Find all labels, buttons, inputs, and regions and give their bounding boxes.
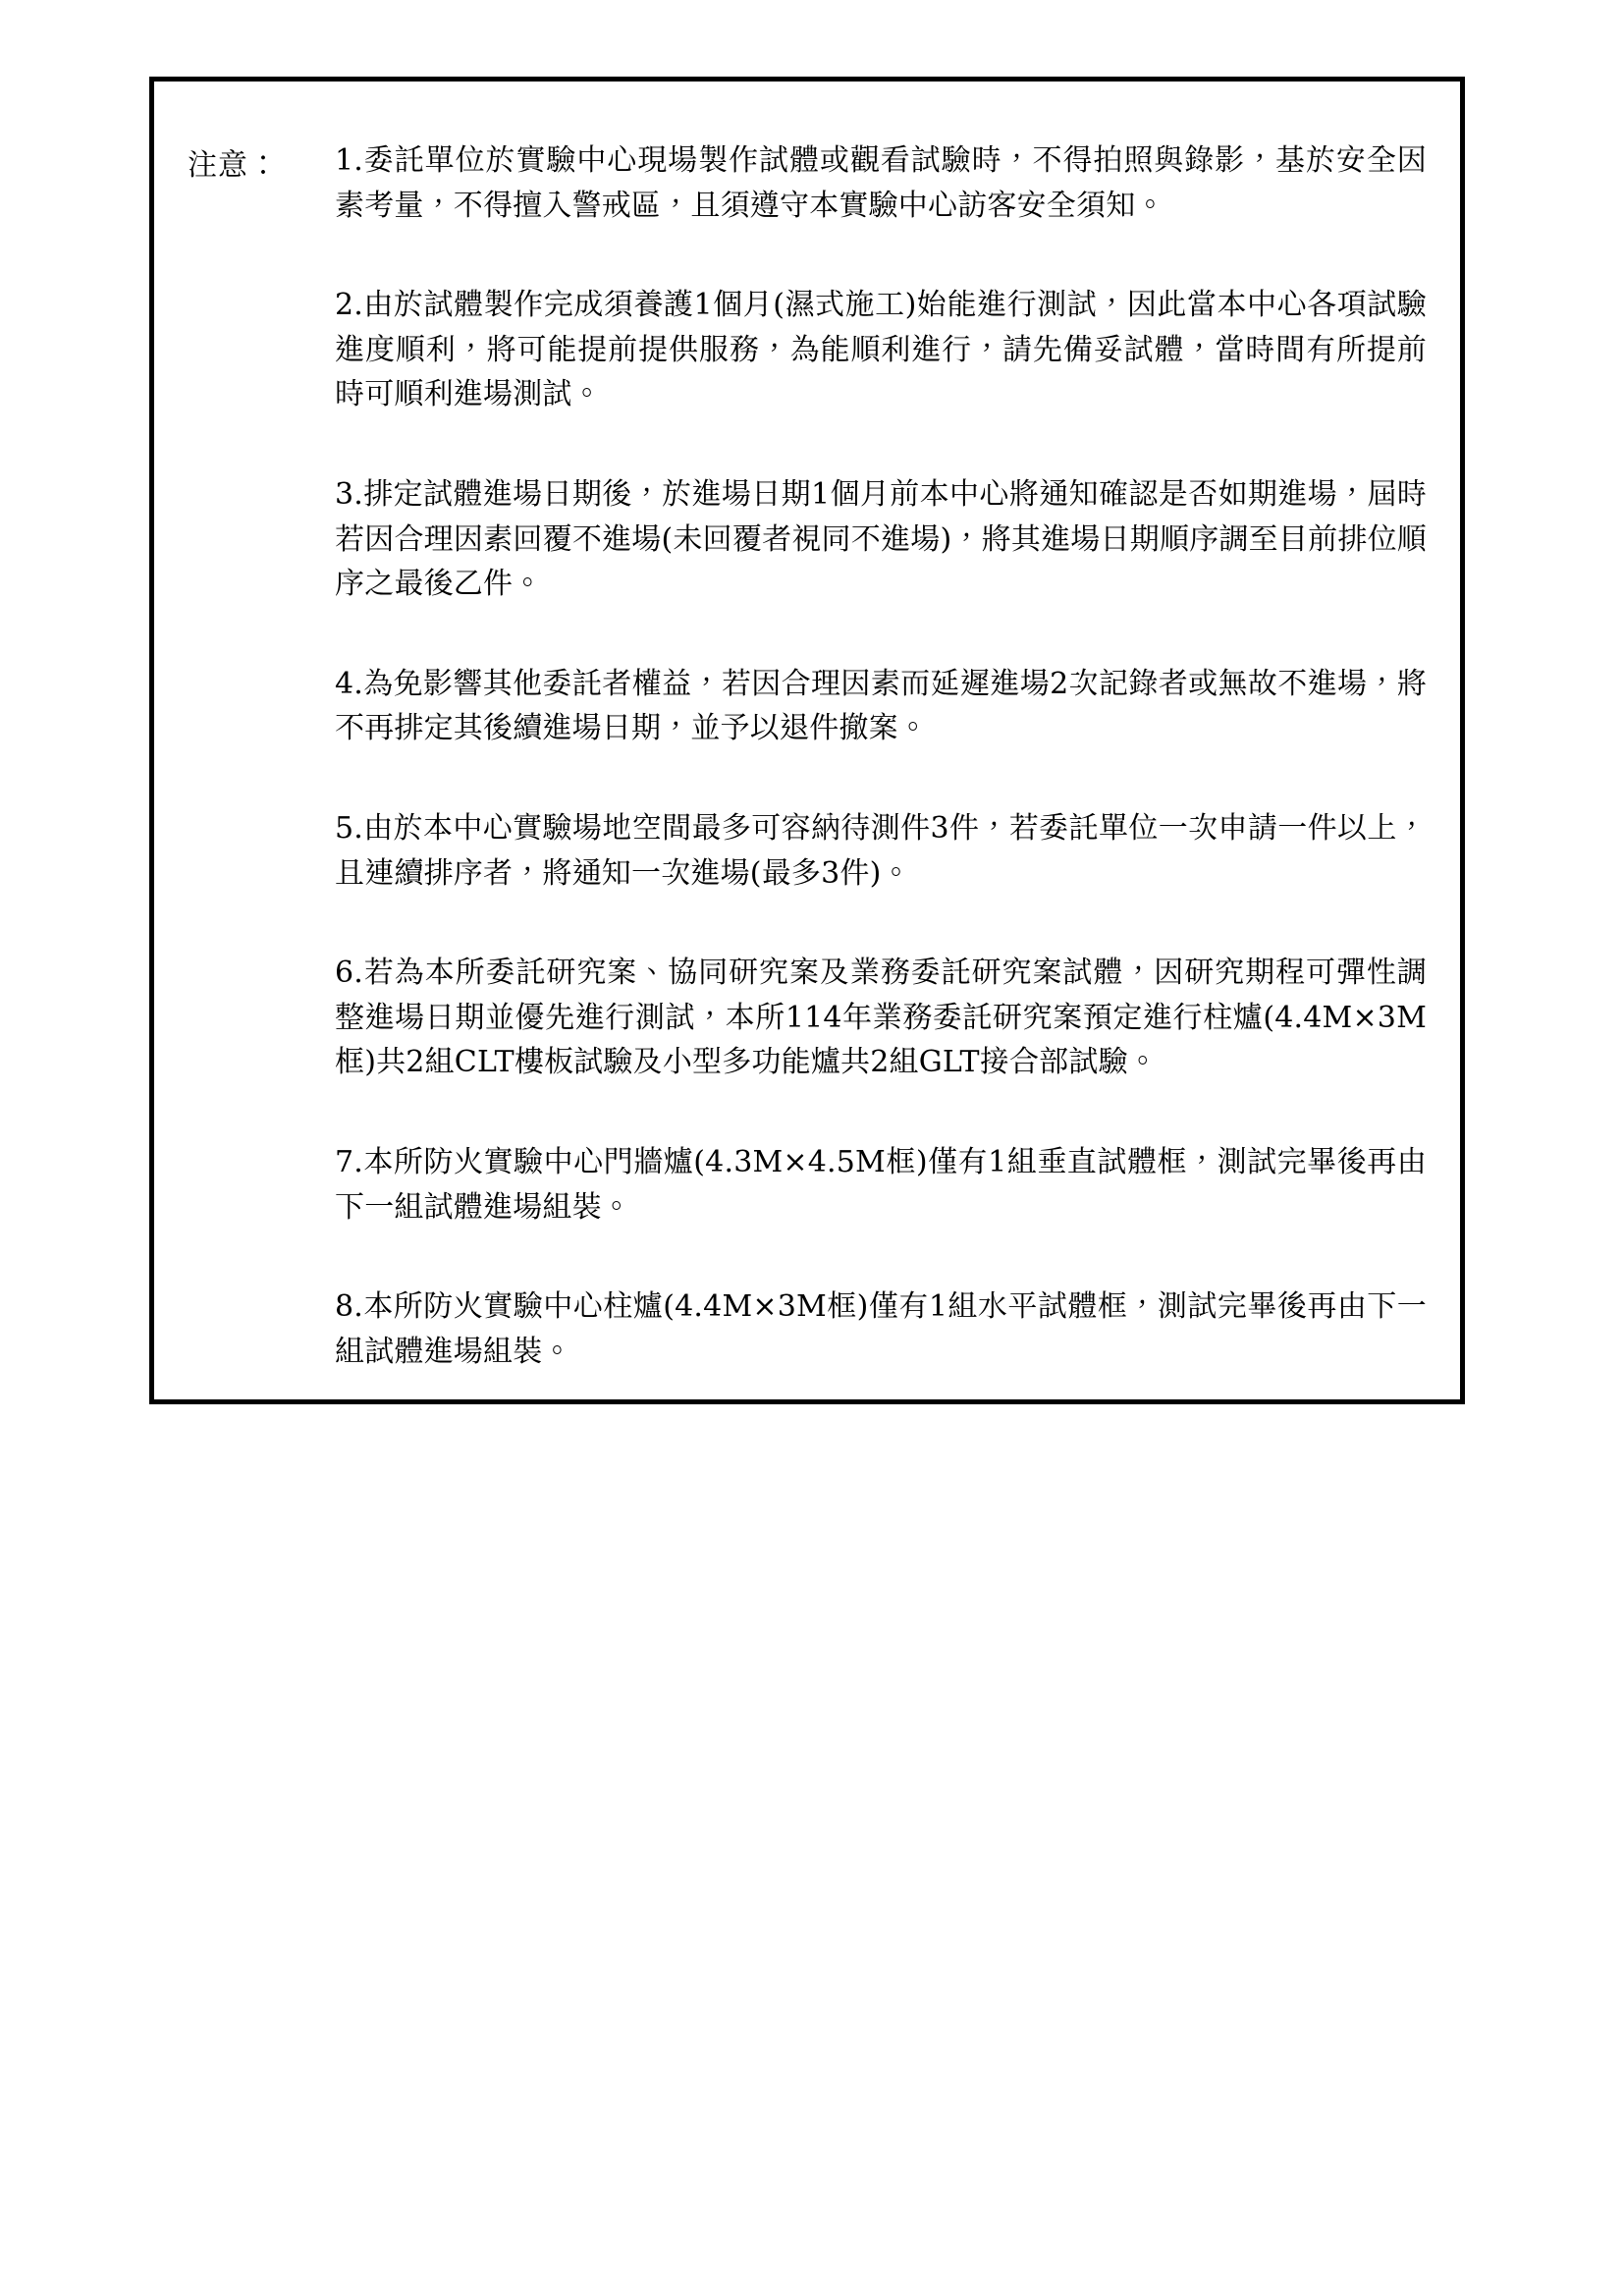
notice-item-6: 6.若為本所委託研究案、協同研究案及業務委託研究案試體，因研究期程可彈性調整進場日期並優先進行測試，本所114年業務委託研究案預定進行柱爐(4.4M×3M框)共2組CLT樓板試驗及小型多功能爐共2組GLT接合部試驗。 (335, 956, 1427, 1080)
notice-label-column (188, 109, 335, 188)
notice-item-3: 3.排定試體進場日期後，於進場日期1個月前本中心將通知確認是否如期進場，屆時若因合理因素回覆不進場(未回覆者視同不進場)，將其進場日期順序調至目前排位順序之最後乙件。 (335, 476, 1427, 602)
notice-label: 注意： (188, 148, 279, 183)
notice-item-1: 1.委託單位於實驗中心現場製作試體或觀看試驗時，不得拍照與錄影，基於安全因素考量，不得擅入警戒區，且須遵守本實驗中心訪客安全須知。 (335, 143, 1427, 223)
notice-item-2: 2.由於試體製作完成須養護1個月(濕式施工)始能進行測試，因此當本中心各項試驗進度順利，將可能提前提供服務，為能順利進行，請先備妥試體，當時間有所提前時可順利進場測試。 (335, 288, 1427, 412)
notice-item-7: 7.本所防火實驗中心門牆爐(4.3M×4.5M框)僅有1組垂直試體框，測試完畢後再由下一組試體進場組裝。 (335, 1144, 1427, 1225)
notice-item-5: 5.由於本中心實驗場地空間最多可容納待測件3件，若委託單位一次申請一件以上，且連續排序者，將通知一次進場(最多3件)。 (335, 810, 1427, 891)
notice-item-list (335, 109, 1427, 1374)
notice-item-4: 4.為免影響其他委託者權益，若因合理因素而延遲進場2次記錄者或無故不進場，將不再排定其後續進場日期，並予以退件撤案。 (335, 666, 1427, 746)
notice-item-8: 8.本所防火實驗中心柱爐(4.4M×3M框)僅有1組水平試體框，測試完畢後再由下一組試體進場組裝。 (335, 1289, 1427, 1369)
notice-box (149, 77, 1465, 1404)
